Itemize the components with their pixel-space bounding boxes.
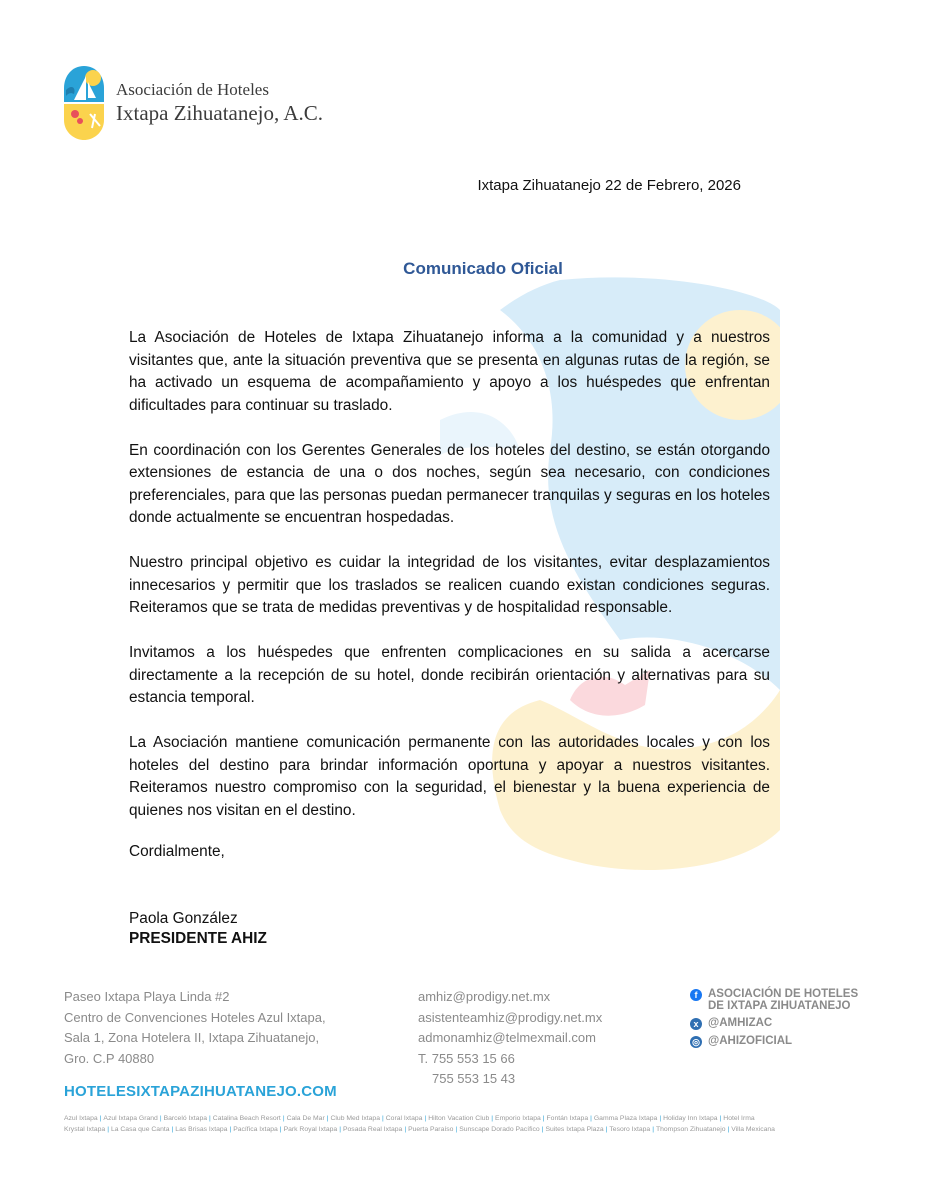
- hotel-name: Las Brisas Ixtapa: [175, 1126, 228, 1133]
- hotel-name: Holiday Inn Ixtapa: [663, 1115, 718, 1122]
- hotel-name: La Casa que Canta: [110, 1126, 170, 1133]
- hotel-separator: |: [171, 1126, 174, 1133]
- footer-address: [64, 987, 326, 1069]
- hotel-name: Posada Real Ixtapa: [342, 1126, 403, 1133]
- hotel-name: Krystal Ixtapa: [64, 1126, 106, 1133]
- document-title: Comunicado Oficial: [403, 259, 563, 278]
- letter-date: Ixtapa Zihuatanejo 22 de Febrero, 2026: [477, 177, 741, 194]
- hotel-separator: |: [542, 1115, 545, 1122]
- hotel-separator: |: [652, 1126, 654, 1133]
- paragraph-2: En coordinación con los Gerentes Generales de los hoteles del destino, se están otorgando extensiones de estancia de una o dos noches, según sea necesario, con condiciones preferenciales, para que las personas puedan permanecer tranquilas y seguras en los hoteles donde actualmente se encuentran hospedadas.: [129, 441, 770, 526]
- hotel-separator: |: [424, 1115, 427, 1122]
- signer-role: PRESIDENTE AHIZ: [129, 930, 267, 947]
- hotel-separator: |: [455, 1126, 458, 1133]
- hotel-name: Tesoro Ixtapa: [609, 1126, 651, 1133]
- facebook-link[interactable]: [690, 988, 858, 1012]
- hotel-separator: |: [339, 1126, 341, 1133]
- hotel-separator: |: [727, 1126, 730, 1133]
- hotel-name: Azul Ixtapa: [64, 1115, 98, 1122]
- x-icon: x: [690, 1018, 702, 1030]
- hotel-name: Azul Ixtapa Grand: [103, 1115, 158, 1122]
- email-link[interactable]: amhiz@prodigy.net.mx: [418, 989, 551, 1004]
- hotel-list: [64, 1113, 864, 1135]
- hotel-name: Gamma Plaza Ixtapa: [593, 1115, 658, 1122]
- email-link[interactable]: admonamhiz@telmexmail.com: [418, 1030, 596, 1045]
- footer-contact: [418, 987, 602, 1090]
- hotel-name: Suites Ixtapa Plaza: [545, 1126, 604, 1133]
- hotel-separator: |: [719, 1115, 722, 1122]
- hotel-name: Hilton Vacation Club: [428, 1115, 490, 1122]
- hotel-separator: |: [326, 1115, 329, 1122]
- hotel-separator: |: [605, 1126, 608, 1133]
- paragraph-5: La Asociación mantiene comunicación permanente con las autoridades locales y con los hoteles del destino para brindar información oportuna y apoyar a nuestros visitantes. Reiteramos nuestro compromiso con la seguridad, el bienestar y la buena experiencia de quienes nos visitan en el destino.: [129, 734, 770, 819]
- facebook-line2: DE IXTAPA ZIHUATANEJO: [708, 1000, 851, 1012]
- address-line: Paseo Ixtapa Playa Linda #2: [64, 989, 230, 1004]
- hotel-separator: |: [404, 1126, 407, 1133]
- hotel-separator: |: [229, 1126, 232, 1133]
- hotel-separator: |: [491, 1115, 494, 1122]
- social-links: [690, 988, 858, 1053]
- email-link[interactable]: asistenteamhiz@prodigy.net.mx: [418, 1009, 603, 1025]
- hotel-name: Fontán Ixtapa: [546, 1115, 589, 1122]
- hotel-name: Thompson Zihuatanejo: [655, 1126, 726, 1133]
- logo-icon: [62, 64, 106, 142]
- facebook-icon: f: [690, 989, 702, 1001]
- organization-name: [116, 80, 323, 126]
- instagram-handle: @AHIZOFICIAL: [708, 1035, 793, 1047]
- hotel-separator: |: [659, 1115, 662, 1122]
- hotel-name: Sunscape Dorado Pacífico: [459, 1126, 540, 1133]
- hotel-separator: |: [382, 1115, 384, 1122]
- hotel-list-line1: [64, 1113, 864, 1124]
- x-link[interactable]: [690, 1017, 858, 1030]
- hotel-name: Cala De Mar: [286, 1115, 325, 1122]
- hotel-separator: |: [159, 1115, 162, 1122]
- hotel-separator: |: [590, 1115, 592, 1122]
- address-line: Centro de Convenciones Hoteles Azul Ixtapa,: [64, 1009, 326, 1025]
- letter-body: [129, 327, 770, 845]
- address-line: Sala 1, Zona Hotelera II, Ixtapa Zihuatanejo,: [64, 1030, 320, 1045]
- hotel-separator: |: [99, 1115, 102, 1122]
- hotel-name: Villa Mexicana: [731, 1126, 775, 1133]
- hotel-name: Puerta Paraíso: [408, 1126, 454, 1133]
- website-link[interactable]: HOTELESIXTAPAZIHUATANEJO.COM: [64, 1083, 337, 1100]
- signer-name: Paola González: [129, 910, 238, 927]
- org-name-line1: Asociación de Hoteles: [116, 80, 269, 99]
- hotel-name: Emporio Ixtapa: [495, 1115, 541, 1122]
- facebook-line1: ASOCIACIÓN DE HOTELES: [708, 988, 859, 1000]
- org-name-line2: Ixtapa Zihuatanejo, A.C.: [116, 101, 324, 125]
- paragraph-4: Invitamos a los huéspedes que enfrenten complicaciones en su salida a acercarse directamente a la recepción de su hotel, donde recibirán orientación y alternativas para su estancia temporal.: [129, 644, 770, 706]
- closing: Cordialmente,: [129, 843, 225, 860]
- phone-number: T. 755 553 15 66: [418, 1050, 515, 1066]
- hotel-separator: |: [282, 1115, 285, 1122]
- hotel-separator: |: [209, 1115, 211, 1122]
- hotel-name: Club Med Ixtapa: [330, 1115, 380, 1122]
- hotel-separator: |: [107, 1126, 109, 1133]
- instagram-link[interactable]: [690, 1035, 858, 1048]
- instagram-icon: ◎: [690, 1036, 702, 1048]
- paragraph-3: Nuestro principal objetivo es cuidar la integridad de los visitantes, evitar desplazamientos innecesarios y permitir que los traslados se realicen cuando existan condiciones seguras. Reiteramos que se trata de medidas preventivas y de hospitalidad responsable.: [129, 554, 770, 616]
- hotel-name: Hotel Irma: [723, 1115, 755, 1122]
- phone-number: 755 553 15 43: [432, 1071, 516, 1086]
- hotel-separator: |: [279, 1126, 282, 1133]
- paragraph-1: La Asociación de Hoteles de Ixtapa Zihuatanejo informa a la comunidad y a nuestros visitantes que, ante la situación preventiva que se presenta en algunas rutas de la región, se ha activado un esquema de acompañamiento y apoyo a los huéspedes que enfrentan dificultades para continuar su traslado.: [129, 329, 770, 414]
- hotel-separator: |: [541, 1126, 544, 1133]
- hotel-name: Coral Ixtapa: [385, 1115, 423, 1122]
- x-handle: @AMHIZAC: [708, 1017, 773, 1029]
- hotel-name: Catalina Beach Resort: [212, 1115, 281, 1122]
- hotel-name: Barceló Ixtapa: [163, 1115, 208, 1122]
- hotel-list-line2: [64, 1124, 864, 1135]
- address-line: Gro. C.P 40880: [64, 1050, 155, 1066]
- hotel-name: Pacífica Ixtapa: [233, 1126, 278, 1133]
- hotel-name: Park Royal Ixtapa: [283, 1126, 338, 1133]
